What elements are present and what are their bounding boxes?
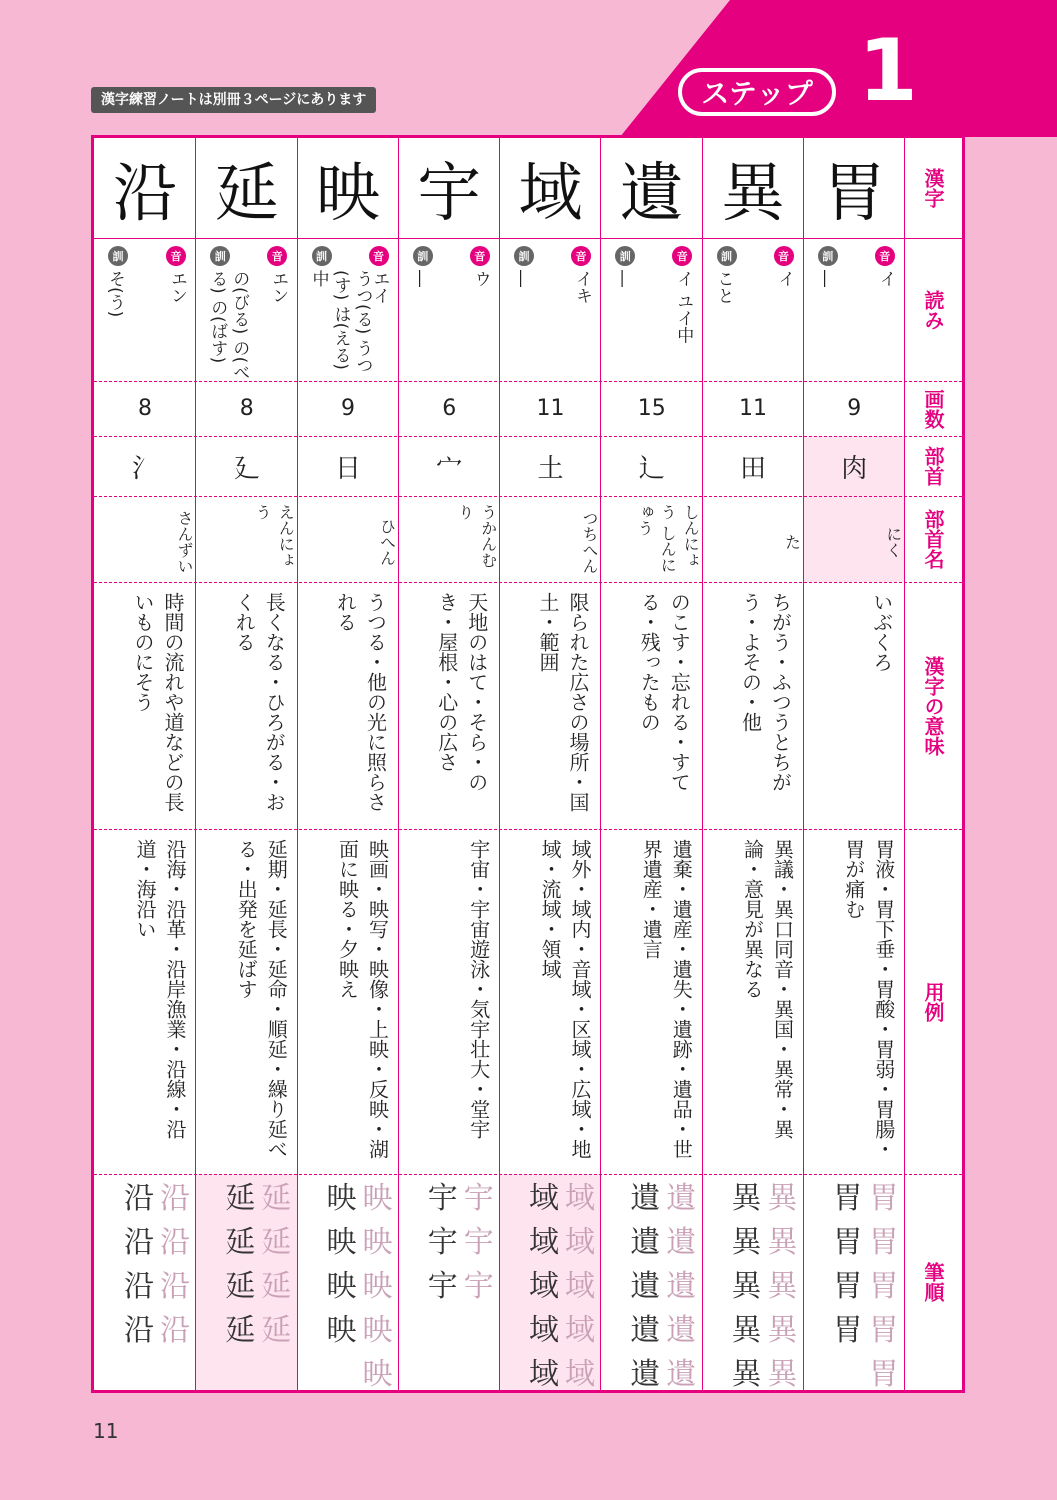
usage-examples: 域外・域内・音域・区域・広域・地域・流域・領域 [538,839,592,1159]
stroke-order-grid [405,1180,494,1384]
stroke-order-step: 胃 [868,1357,899,1390]
usage-examples: 胃液・胃下垂・胃酸・胃弱・胃腸・胃が痛む [841,839,896,1159]
kanji-meaning: のこす・忘れる・すてる・残ったもの [637,592,692,792]
reading-cell [703,238,804,381]
kanji-char: 延 [214,157,279,231]
kun-reading: ― [612,270,633,287]
divider [94,829,962,830]
reading-cell [94,238,196,381]
kanji-column [803,138,905,1390]
row-headers [904,138,962,1390]
kun-reading: うつ(る) うつ(す) は(える)中 [308,270,373,374]
kanji-column [94,138,196,1390]
kanji-column [195,138,297,1390]
stroke-order-grid [709,1180,798,1390]
stroke-order-grid [202,1180,291,1384]
stroke-order-step: 異 [731,1313,762,1348]
stroke-order-step: 延 [261,1225,292,1260]
stroke-order-step: 沿 [160,1269,190,1304]
examples-cell [601,829,702,1174]
kanji-char: 宇 [417,157,482,231]
radical: 宀 [436,453,463,484]
stroke-order-column [225,1180,255,1384]
stroke-order-cell [500,1174,601,1390]
kanji-meaning: ちがう・ふつうとちがう・よその・他 [738,592,793,792]
stroke-order-step: 沿 [124,1181,154,1216]
on-reading-badge: 音 [875,246,895,266]
stroke-order-step: 宇 [427,1181,458,1216]
stroke-order-column [464,1180,494,1384]
kanji-meaning: 時間の流れや道などの長いものにそう [131,592,185,812]
stroke-order-step: 胃 [868,1269,899,1304]
kun-reading-badge: 訓 [108,246,128,266]
examples-cell [703,829,804,1174]
kanji-char: 沿 [113,157,177,231]
radical-name-cell [804,496,905,582]
kun-reading-badge: 訓 [514,246,534,266]
stroke-order-step: 沿 [160,1225,190,1260]
on-reading-badge: 音 [774,246,794,266]
kanji-char: 胃 [822,157,887,231]
usage-examples: 映画・映写・映像・上映・反映・湖面に映る・夕映え [335,839,390,1159]
examples-cell [94,829,196,1174]
header-bushu: 部首 [921,446,945,486]
kanji-column [499,138,601,1390]
radical-name-cell [298,496,399,582]
on-reading-badge: 音 [369,246,389,266]
radical-name-cell [196,496,297,582]
stroke-order-step: 胃 [832,1225,863,1260]
kun-reading: ― [814,270,835,287]
stroke-order-step: 延 [225,1269,256,1304]
stroke-order-cell [298,1174,399,1390]
stroke-order-step: 遺 [666,1181,697,1216]
kun-reading-badge: 訓 [818,246,838,266]
on-reading: イ [875,270,896,287]
stroke-order-step: 映 [326,1225,357,1260]
on-reading-badge: 音 [267,246,287,266]
radical-name-cell [399,496,500,582]
stroke-order-step: 域 [565,1313,595,1348]
header-meaning: 漢字の意味 [921,655,945,756]
divider [94,436,962,437]
stroke-order-step: 胃 [832,1269,863,1304]
stroke-order-step: 映 [326,1313,357,1348]
stroke-order-column [327,1180,357,1384]
radical-name: にく [883,526,903,558]
kanji-column [702,138,804,1390]
radical-name-cell [703,496,804,582]
on-reading: ウ [470,270,491,287]
meaning-cell [500,582,601,829]
stroke-count: 8 [138,396,152,421]
practice-note: 漢字練習ノートは別冊３ページにあります [91,87,376,113]
kun-reading-badge: 訓 [615,246,635,266]
reading-cell [298,238,399,381]
radical-name: た [782,534,802,550]
on-reading-badge: 音 [470,246,490,266]
stroke-order-step: 遺 [630,1357,661,1390]
stroke-order-column [428,1180,458,1384]
stroke-order-step: 異 [731,1269,762,1304]
examples-cell [196,829,297,1174]
radical: 田 [739,453,766,484]
radical-name-cell [94,496,196,582]
reading-cell [500,238,601,381]
meaning-cell [804,582,905,829]
stroke-order-column [362,1180,393,1390]
kun-reading: そ(う) [105,270,125,318]
stroke-order-step: 沿 [124,1313,154,1348]
stroke-order-step: 宇 [427,1269,458,1304]
stroke-order-step: 遺 [630,1181,661,1216]
stroke-count: 11 [739,396,767,421]
stroke-order-step: 域 [529,1225,559,1260]
stroke-order-step: 宇 [427,1225,458,1260]
kanji-char: 映 [316,157,380,231]
stroke-order-cell [703,1174,804,1390]
step-label: ステップ [678,68,836,116]
kanji-meaning: 限られた広さの場所・国土・範囲 [536,592,590,812]
kun-reading: の(びる) の(べる) の(ばす) [207,270,250,381]
stroke-order-cell [601,1174,702,1390]
stroke-order-step: 遺 [666,1269,697,1304]
kanji-char: 域 [518,157,583,231]
stroke-order-step: 胃 [868,1313,899,1348]
meaning-cell [399,582,500,829]
on-reading: エン [167,270,187,304]
stroke-order-step: 異 [731,1357,762,1390]
usage-examples: 異議・異口同音・異国・異常・異論・意見が異なる [740,839,795,1139]
step-number: 1 [858,21,918,121]
stroke-order-step: 宇 [463,1269,494,1304]
stroke-count: 9 [341,396,355,421]
radical-name: しんにょう しんにゅう [635,504,701,574]
usage-examples: 宇宙・宇宙遊泳・気宇壮大・堂宇 [466,839,491,1139]
stroke-count: 8 [239,396,254,421]
stroke-order-step: 異 [731,1181,762,1216]
stroke-order-step: 宇 [463,1225,494,1260]
stroke-order-column [767,1180,798,1390]
examples-cell [399,829,500,1174]
stroke-count: 9 [847,396,862,421]
radical: 肉 [804,436,905,496]
on-reading: イ [774,270,795,287]
radical: 土 [537,453,564,484]
stroke-order-grid [100,1180,190,1384]
reading-cell [196,238,297,381]
stroke-order-step: 胃 [832,1313,863,1348]
divider [94,1174,962,1175]
meaning-cell [703,582,804,829]
stroke-order-cell [94,1174,196,1390]
meaning-cell [94,582,196,829]
on-reading: エイ [369,270,390,304]
on-reading: エン [268,270,289,304]
stroke-order-step: 域 [565,1269,595,1304]
stroke-order-step: 遺 [666,1313,697,1348]
stroke-order-step: 域 [565,1181,595,1216]
examples-cell [804,829,905,1174]
stroke-order-step: 延 [225,1225,256,1260]
examples-cell [500,829,601,1174]
stroke-order-column [630,1180,661,1390]
radical-name: つちへん [580,510,599,574]
stroke-order-step: 映 [362,1181,393,1216]
kun-reading: ― [409,270,430,287]
page-number: 11 [93,1419,119,1443]
on-reading-badge: 音 [571,246,591,266]
meaning-cell [298,582,399,829]
stroke-order-step: 胃 [868,1225,899,1260]
stroke-order-column [261,1180,291,1384]
kanji-meaning: 長くなる・ひろがる・おくれる [232,592,287,812]
stroke-order-step: 胃 [868,1181,899,1216]
stroke-order-cell [804,1174,905,1390]
stroke-order-column [666,1180,697,1390]
radical-name: さんずい [175,510,194,574]
kanji-column [600,138,702,1390]
radical: 廴 [233,453,260,484]
stroke-order-cell [399,1174,500,1390]
step-banner [620,0,1057,137]
divider [94,238,962,239]
meaning-cell [601,582,702,829]
radical-name: ひへん [377,518,397,566]
stroke-order-step: 沿 [160,1181,190,1216]
stroke-order-step: 異 [767,1357,798,1390]
stroke-order-step: 延 [225,1181,256,1216]
divider [94,496,962,497]
stroke-order-step: 映 [362,1313,393,1348]
reading-cell [601,238,702,381]
stroke-order-grid [304,1180,393,1390]
usage-examples: 延期・延長・延命・順延・繰り延べる・出発を延ばす [234,839,289,1159]
stroke-order-step: 域 [529,1181,559,1216]
kun-reading-badge: 訓 [413,246,433,266]
kanji-meaning: うつる・他の光に照らされる [333,592,388,812]
radical-name-cell [601,496,702,582]
stroke-order-step: 延 [225,1313,256,1348]
stroke-order-step: 胃 [832,1181,863,1216]
examples-cell [298,829,399,1174]
stroke-order-step: 遺 [630,1225,661,1260]
on-reading: イ ユイ中 [673,270,694,344]
usage-examples: 遺棄・遺産・遺失・遺跡・遺品・世界遺産・遺言 [639,839,694,1159]
stroke-order-step: 沿 [124,1225,154,1260]
kanji-meaning: いぶくろ [869,592,894,672]
stroke-order-step: 映 [326,1269,357,1304]
stroke-order-step: 沿 [160,1313,190,1348]
reading-cell [804,238,905,381]
stroke-order-step: 異 [767,1269,798,1304]
kun-reading: こと [713,270,734,304]
radical: 日 [334,453,361,484]
header-kanji: 漢字 [921,168,945,208]
on-reading-badge: 音 [166,246,186,266]
stroke-order-step: 異 [767,1225,798,1260]
header-examples: 用例 [921,981,945,1022]
on-reading: イキ [572,270,592,304]
stroke-count: 6 [442,396,457,421]
stroke-order-column [833,1180,863,1384]
stroke-order-grid [506,1180,595,1390]
stroke-order-step: 遺 [630,1313,661,1348]
stroke-order-step: 域 [565,1357,595,1390]
stroke-order-step: 延 [261,1269,292,1304]
stroke-order-step: 映 [362,1225,393,1260]
stroke-order-step: 遺 [666,1357,697,1390]
stroke-order-column [565,1180,595,1390]
header-stroke-order: 筆順 [921,1262,945,1302]
stroke-order-step: 異 [767,1181,798,1216]
radical: 辶 [638,453,665,484]
stroke-order-step: 延 [261,1181,292,1216]
stroke-order-grid [810,1180,899,1390]
stroke-order-step: 映 [326,1181,357,1216]
kanji-table [91,135,965,1393]
stroke-order-step: 遺 [666,1225,697,1260]
kun-reading-badge: 訓 [717,246,737,266]
stroke-order-step: 宇 [463,1181,494,1216]
reading-cell [399,238,500,381]
kun-reading-badge: 訓 [312,246,332,266]
radical-name: うかんむり [455,504,498,568]
radical: 氵 [131,453,158,484]
stroke-count: 15 [637,396,666,421]
stroke-count: 11 [536,396,565,421]
kanji-column [297,138,399,1390]
stroke-order-column [160,1180,190,1384]
stroke-order-column [124,1180,154,1384]
meaning-cell [196,582,297,829]
usage-examples: 沿海・沿革・沿岸漁業・沿線・沿道・海沿い [133,839,187,1139]
kun-reading: ― [511,270,531,287]
header-bushu-name: 部首名 [921,509,945,569]
stroke-order-step: 異 [767,1313,798,1348]
stroke-order-column [529,1180,559,1390]
stroke-order-column [731,1180,762,1390]
kanji-meaning: 天地のはて・そら・のき・屋根・心の広さ [434,592,489,792]
header-yomi: 読み [921,289,945,330]
on-reading-badge: 音 [672,246,692,266]
divider [94,381,962,382]
divider [94,582,962,583]
stroke-order-step: 映 [362,1269,393,1304]
radical-name-cell [500,496,601,582]
stroke-order-column [868,1180,899,1390]
stroke-order-step: 映 [362,1357,393,1390]
stroke-order-grid [607,1180,697,1390]
stroke-order-step: 異 [731,1225,762,1260]
stroke-order-step: 延 [261,1313,292,1348]
kanji-char: 遺 [619,157,684,231]
stroke-order-step: 遺 [630,1269,661,1304]
stroke-order-step: 沿 [124,1269,154,1304]
kanji-column [398,138,500,1390]
stroke-order-step: 域 [529,1313,559,1348]
stroke-order-cell [196,1174,297,1390]
stroke-order-step: 域 [529,1357,559,1390]
radical-name: えんにょう [253,504,296,568]
header-strokes: 画数 [921,388,945,429]
kanji-char: 異 [721,157,785,231]
stroke-order-step: 域 [565,1225,595,1260]
stroke-order-step: 域 [529,1269,559,1304]
kun-reading-badge: 訓 [210,246,230,266]
